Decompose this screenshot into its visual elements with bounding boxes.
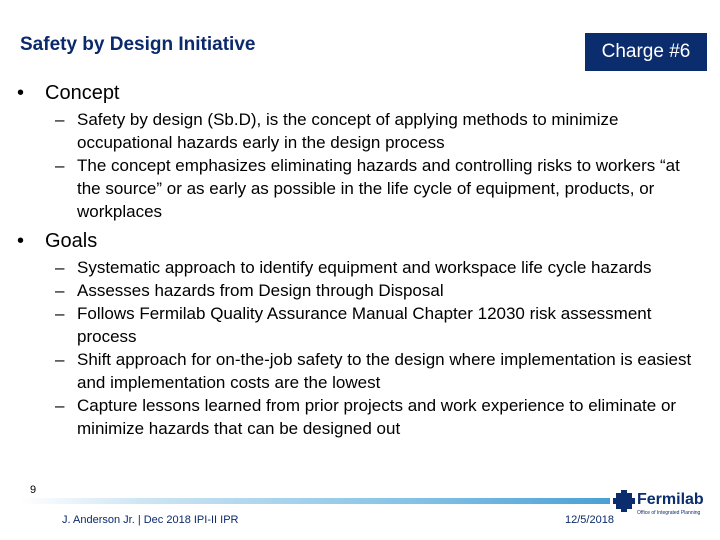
list-item: – Assesses hazards from Design through Disposal xyxy=(55,281,444,300)
list-item: – Safety by design (Sb.D), is the concept of applying methods to minimize occupational hazards early in the design process xyxy=(55,110,619,152)
bullet-dot: • xyxy=(17,230,25,252)
concept-list xyxy=(55,108,695,223)
list-item-text: Capture lessons learned from prior projects and work experience to eliminate or minimize hazards that can be designed out xyxy=(77,396,677,438)
footer-presenter: J. Anderson Jr. | Dec 2018 IPI-II IPR xyxy=(62,514,239,526)
concept-heading: Concept xyxy=(45,82,120,104)
goals-heading: Goals xyxy=(45,230,98,252)
bullet-dot: • xyxy=(17,82,25,104)
charge-badge: Charge #6 xyxy=(585,33,707,71)
list-item-text: The concept emphasizes eliminating hazards and controlling risks to workers “at the source” or as early as possible in the life cycle of equipment, products, or workplaces xyxy=(77,156,680,221)
list-item: – Follows Fermilab Quality Assurance Manual Chapter 12030 risk assessment process xyxy=(55,304,652,346)
footer-divider xyxy=(20,498,610,504)
list-item-text: Safety by design (Sb.D), is the concept of applying methods to minimize occupational hazards early in the design process xyxy=(77,110,619,152)
list-item-text: Follows Fermilab Quality Assurance Manual Chapter 12030 risk assessment process xyxy=(77,304,652,346)
list-item: – The concept emphasizes eliminating hazards and controlling risks to workers “at the source” or as early as possible in the life cycle of equipment, products, or workplaces xyxy=(55,156,680,221)
slide-title: Safety by Design Initiative xyxy=(20,34,256,55)
list-item: – Systematic approach to identify equipment and workspace life cycle hazards xyxy=(55,258,652,277)
list-item: – Capture lessons learned from prior projects and work experience to eliminate or minimize hazards that can be designed out xyxy=(55,396,677,438)
bullet-concept xyxy=(17,82,120,105)
fermilab-logo-icon xyxy=(613,490,635,512)
list-item-text: Systematic approach to identify equipment and workspace life cycle hazards xyxy=(77,258,652,277)
page-number: 9 xyxy=(30,484,37,496)
fermilab-logo xyxy=(613,490,713,522)
bullet-goals xyxy=(17,230,97,253)
list-item: – Shift approach for on-the-job safety to the design where implementation is easiest and implementation costs are the lowest xyxy=(55,350,692,392)
goals-list xyxy=(55,256,695,440)
list-item-text: Shift approach for on-the-job safety to the design where implementation is easiest and implementation costs are the lowest xyxy=(77,350,692,392)
logo-subtext: Office of Integrated Planning xyxy=(637,510,701,516)
logo-wordmark: Fermilab xyxy=(637,491,704,508)
footer-date: 12/5/2018 xyxy=(565,514,614,526)
list-item-text: Assesses hazards from Design through Disposal xyxy=(77,281,444,300)
